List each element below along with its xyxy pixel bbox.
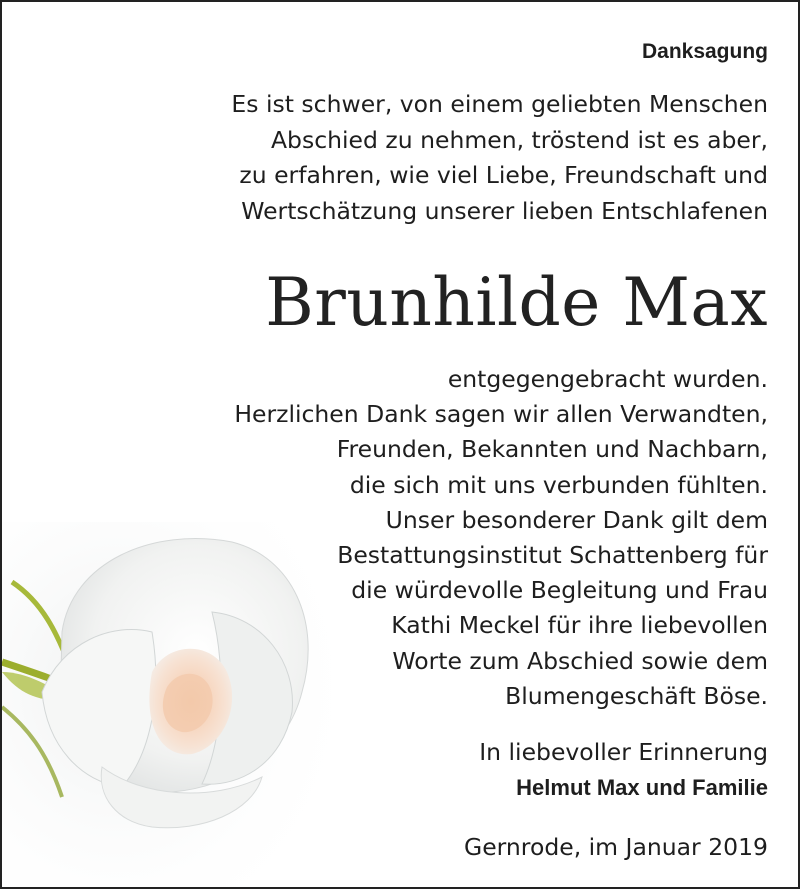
family-signature: Helmut Max und Familie	[516, 775, 768, 800]
thanks-line: die würdevolle Begleitung und Frau	[351, 576, 768, 605]
intro-text	[102, 87, 768, 229]
remembrance-line: In liebevoller Erinnerung	[479, 738, 768, 766]
intro-line: zu erfahren, wie viel Liebe, Freundschaft und	[239, 161, 768, 189]
thanks-line: entgegengebracht wurden.	[447, 365, 768, 393]
intro-line: Abschied zu nehmen, tröstend ist es aber,	[270, 125, 768, 154]
intro-line: Es ist schwer, von einem geliebten Menschen	[231, 90, 768, 118]
thanks-line: Freunden, Bekannten und Nachbarn,	[336, 435, 768, 464]
heading-danksagung: Danksagung	[641, 40, 768, 63]
thanks-line: Kathi Meckel für ihre liebevollen	[391, 611, 768, 640]
thanks-line: die sich mit uns verbunden fühlten.	[349, 470, 768, 499]
closing-block	[302, 735, 768, 805]
thanks-line: Herzlichen Dank sagen wir allen Verwandten,	[234, 400, 768, 429]
deceased-name: Brunhilde Max	[265, 264, 768, 341]
intro-line: Wertschätzung unserer lieben Entschlafenen	[241, 196, 768, 225]
thanks-line: Bestattungsinstitut Schattenberg für	[337, 541, 768, 570]
thanks-line: Worte zum Abschied sowie dem	[392, 646, 768, 675]
thanks-text	[182, 362, 768, 714]
thanks-line: Blumengeschäft Böse.	[505, 681, 768, 710]
place-date: Gernrode, im Januar 2019	[464, 833, 768, 861]
thanks-line: Unser besonderer Dank gilt dem	[385, 505, 768, 534]
